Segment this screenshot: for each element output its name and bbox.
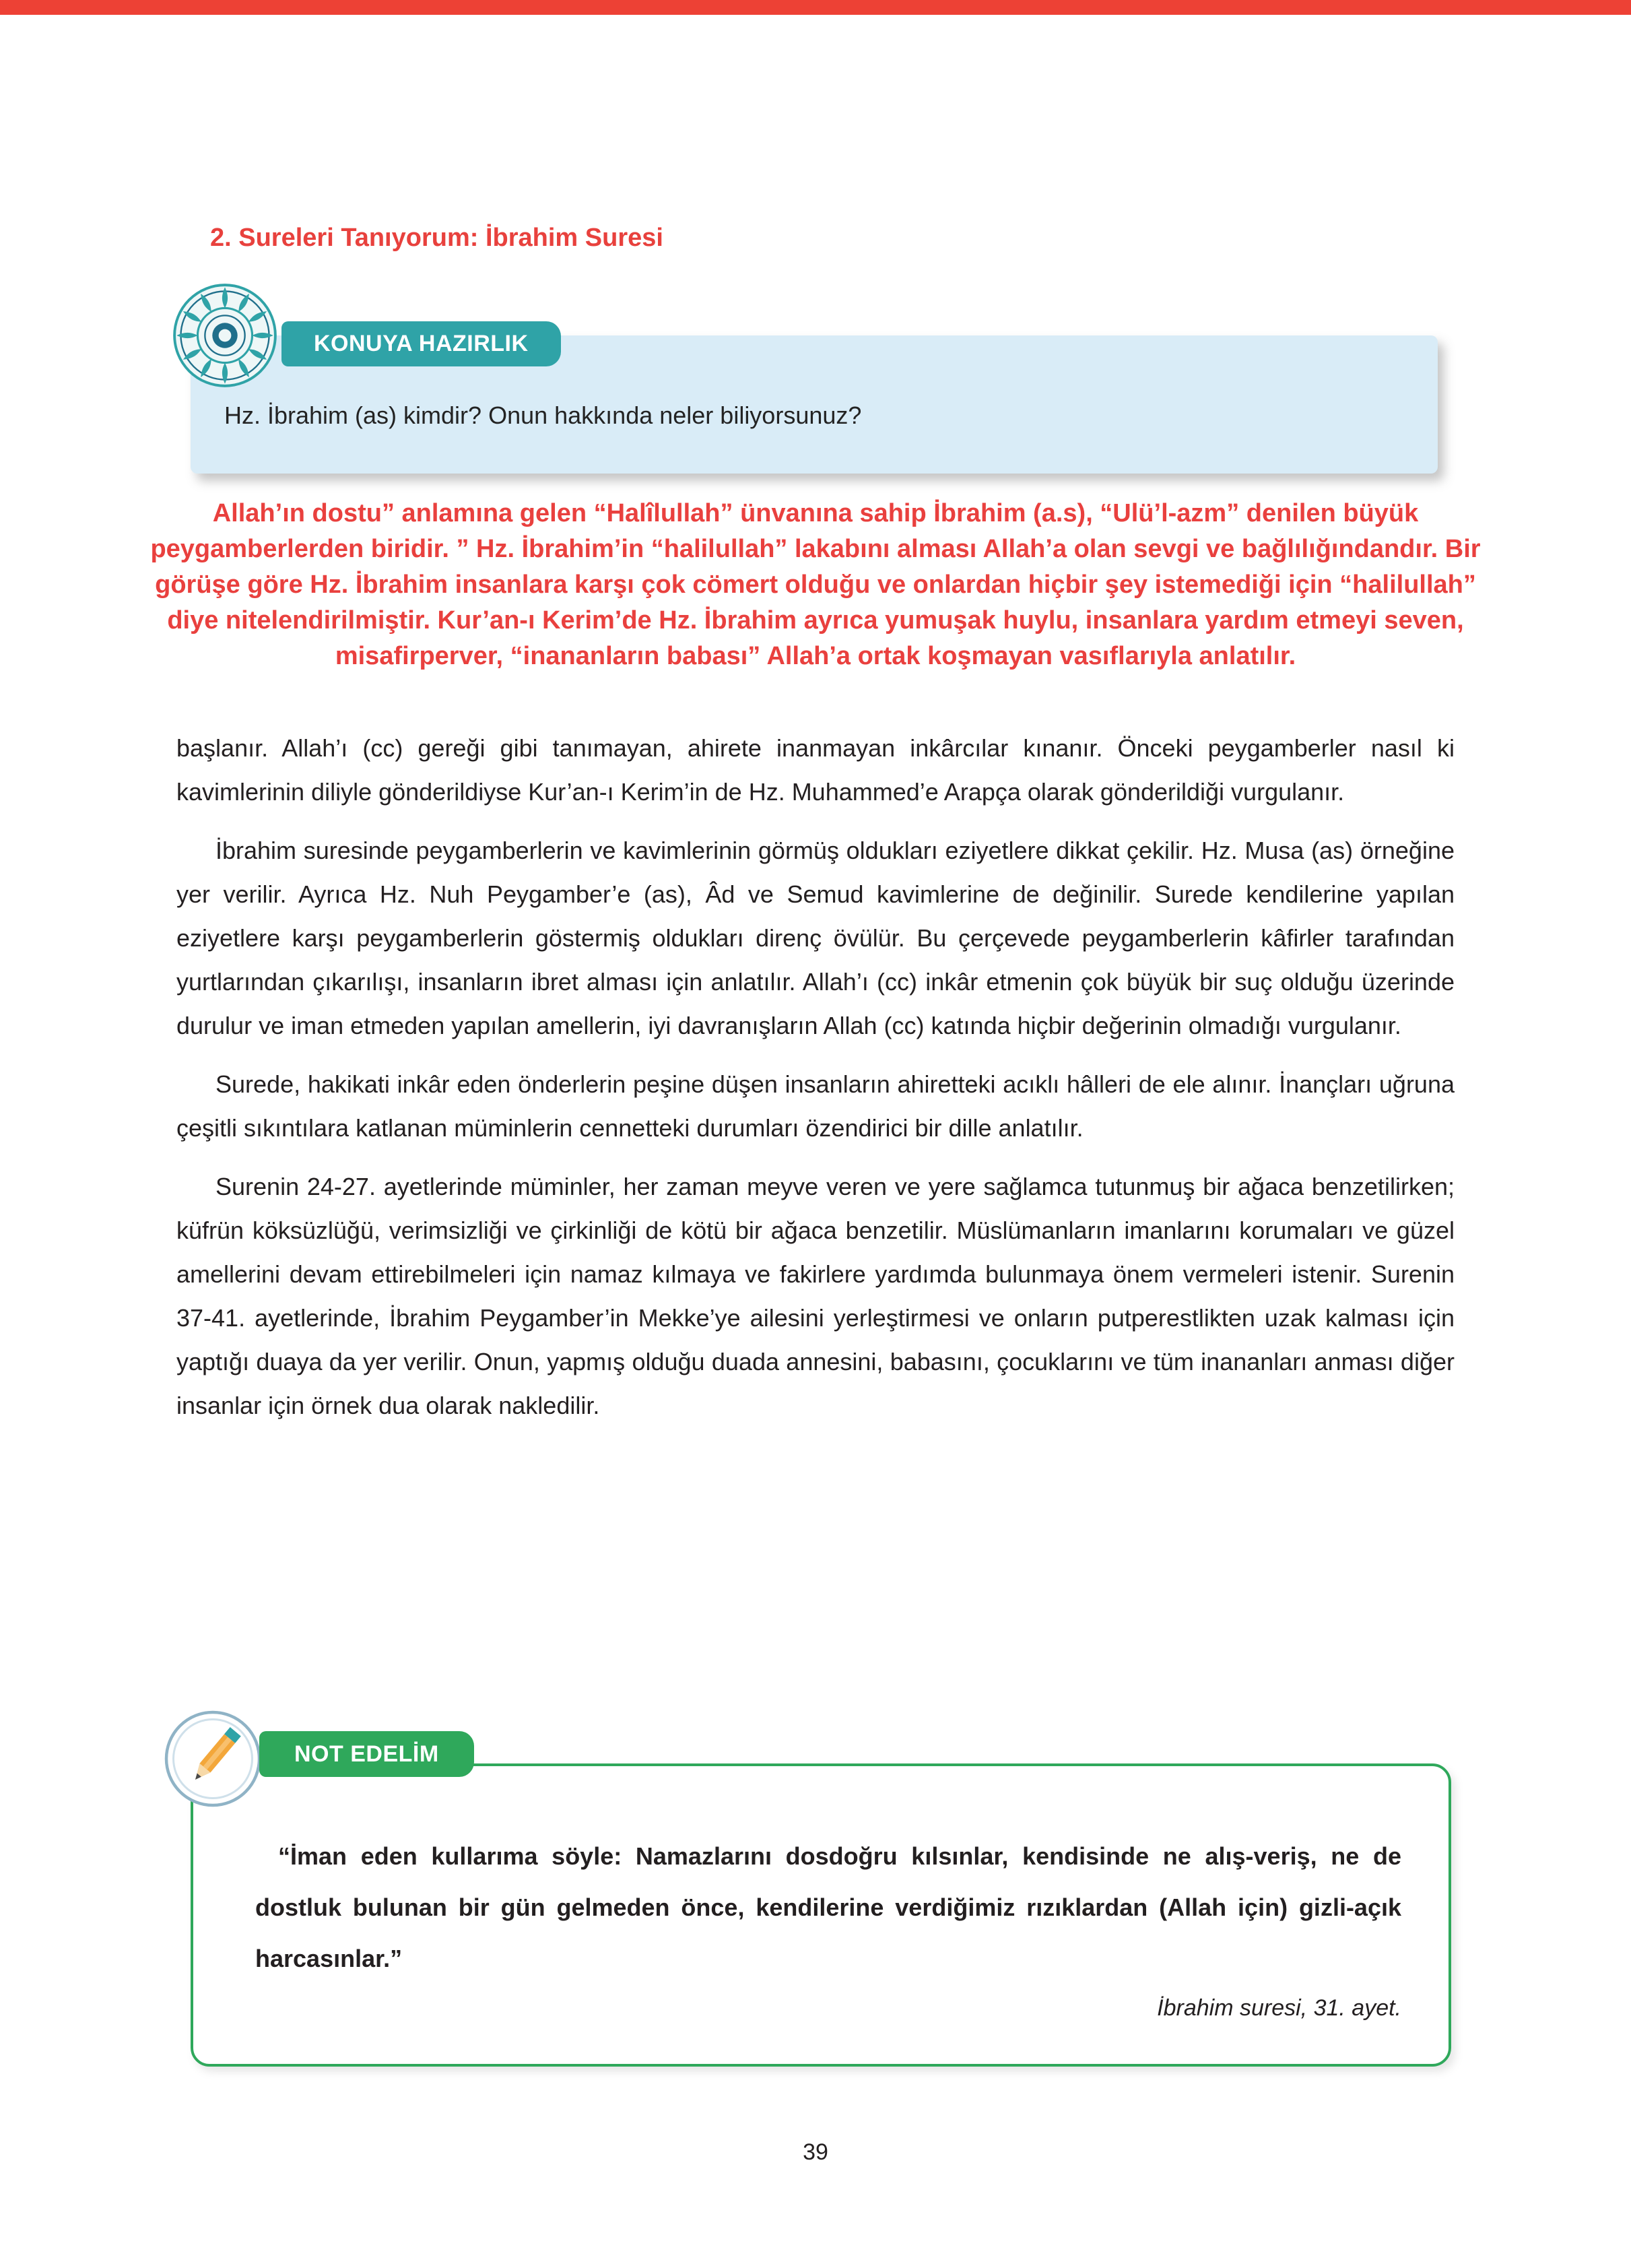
quote-text: “İman eden kullarıma söyle: Namazlarını dosdoğru kılsınlar, kendisinde ne alış-veriş, ne de dostluk bulunan bir gün gelmeden önce, kendilerine verdiğimiz rızıklardan (Allah için) gizli-açık harcasınlar.” (255, 1842, 1401, 1972)
page-number: 39 (803, 2139, 828, 2165)
body-paragraph-1: başlanır. Allah’ı (cc) gereği gibi tanımayan, ahirete inanmayan inkârcılar kınanır. Önceki peygamberler nasıl ki kavimlerinin diliyle gönderildiyse Kur’an-ı Kerim’in de Hz. Muhammed’e Arapça olarak gönderildiği vurgulanır. (176, 734, 1455, 806)
body-text-block (176, 726, 1455, 1427)
top-red-bar (0, 0, 1631, 15)
body-paragraph-2: İbrahim suresinde peygamberlerin ve kavimlerinin görmüş oldukları eziyetlere dikkat çekilir. Hz. Musa (as) örneğine yer verilir. Ayrıca Hz. Nuh Peygamber’e (as), Âd ve Semud kavimlerine de değinilir. Surede kendilerine yapılan eziyetlere karşı peygamberlerin göstermiş oldukları direnç övülür. Bu çerçevede peygamberlerin kâfirler tarafından yurtlarından çıkarılışı, insanların ibret alması için anlatılır. Allah’ı (cc) inkâr etmenin çok büyük bir suç olduğu üzerinde durulur ve iman etmeden yapılan amellerin, iyi davranışların Allah (cc) katında hiçbir değerinin olmadığı vurgulanır. (176, 837, 1455, 1039)
body-paragraph-4: Surenin 24-27. ayetlerinde müminler, her zaman meyve veren ve yere sağlamca tutunmuş bir ağaca benzetilirken; küfrün köksüzlüğü, verimsizliği ve çirkinliği de kötü bir ağaca benzetilir. Müslümanların imanlarını korumaları ve güzel amellerini devam ettirebilmeleri için namaz kılmaya ve fakirlere yardımda bulunmaya önem vermeleri istenir. Surenin 37-41. ayetlerinde, İbrahim Peygamber’in Mekke’ye ailesini yerleştirmesi ve onların putperestlikten uzak kalması için yaptığı duaya da yer verilir. Onun, yapmış olduğu duada annesini, babasını, çocuklarını ve tüm inananları anması diğer insanlar için örnek dua olarak nakledilir. (176, 1173, 1455, 1419)
not-edelim-box (191, 1763, 1451, 2067)
quote-citation: İbrahim suresi, 31. ayet. (1157, 1995, 1401, 2021)
lead-paragraph-red: Allah’ın dostu” anlamına gelen “Halîlullah” ünvanına sahip İbrahim (a.s), “Ulü’l-azm” denilen büyük peygamberlerden biridir. ” Hz. İbrahim’in “halilullah” lakabını alması Allah’a olan sevgi ve bağlılığındandır. Bir görüşe göre Hz. İbrahim insanlara karşı çok cömert olduğu ve onlardan hiçbir şey istemediği için “halilullah” diye nitelendirilmiştir. Kur’an-ı Kerim’de Hz. İbrahim ayrıca yumuşak huylu, insanlara yardım etmeyi seven, misafirperver, “inananların babası” Allah’a ortak koşmayan vasıflarıyla anlatılır. (150, 499, 1481, 670)
pencil-icon (162, 1708, 263, 1809)
konuya-question: Hz. İbrahim (as) kimdir? Onun hakkında neler biliyorsunuz? (224, 401, 862, 429)
page-heading: 2. Sureleri Tanıyorum: İbrahim Suresi (210, 224, 663, 252)
body-paragraph-3: Surede, hakikati inkâr eden önderlerin peşine düşen insanların ahiretteki acıklı hâlleri de ele alınır. İnançları uğruna çeşitli sıkıntılara katlanan müminlerin cennetteki durumları özendirici bir dille anlatılır. (176, 1070, 1455, 1142)
not-edelim-badge-label: NOT EDELİM (294, 1741, 439, 1767)
konuya-hazirlik-badge (281, 321, 561, 366)
konuya-hazirlik-badge-label: KONUYA HAZIRLIK (314, 331, 529, 356)
ornament-icon (172, 283, 277, 388)
not-edelim-badge (259, 1731, 474, 1777)
